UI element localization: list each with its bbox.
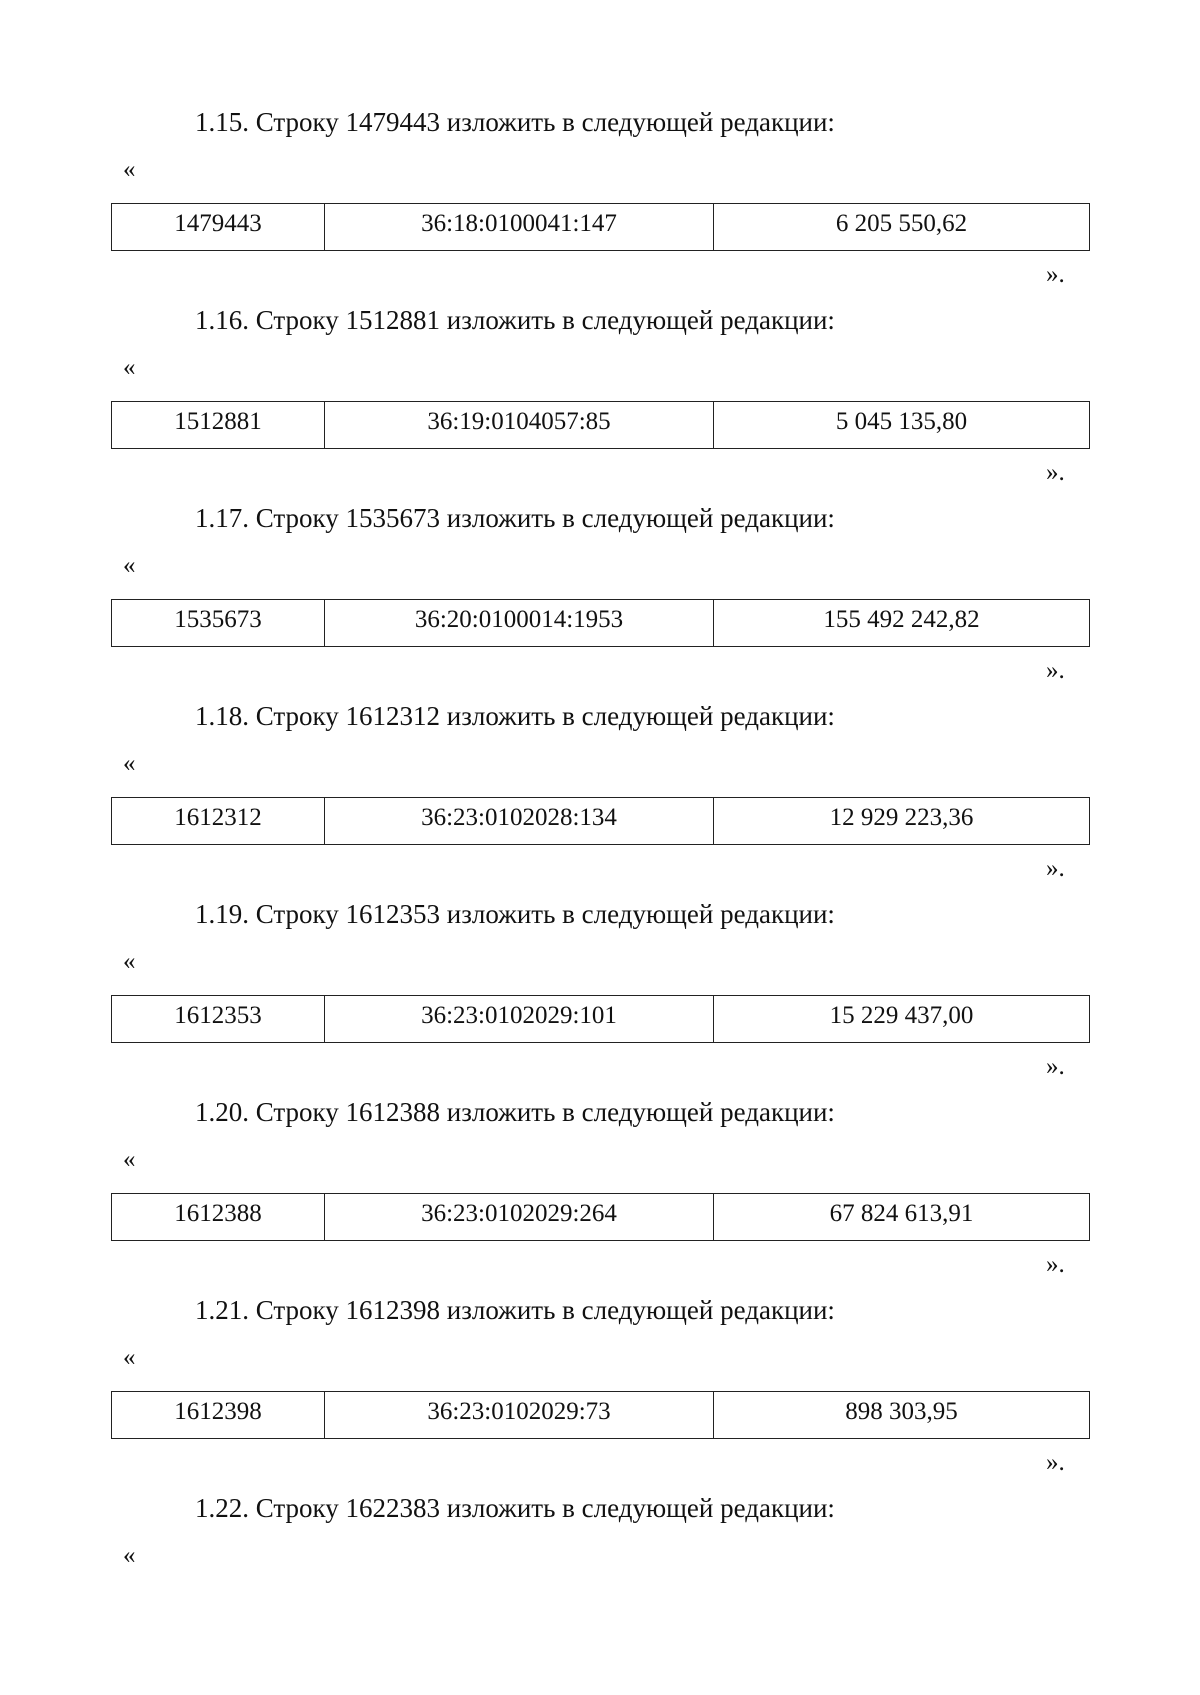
amendment-1-16: [0, 303, 1200, 501]
row-table: [111, 203, 1090, 251]
cadastral-number-cell: 36:23:0102029:101: [325, 996, 714, 1043]
amendment-heading: 1.20. Строку 1612388 изложить в следующей редакции:: [195, 1097, 835, 1127]
opening-quote: «: [123, 948, 136, 975]
amendment-1-22: [0, 1491, 1200, 1689]
closing-quote: ».: [1046, 657, 1065, 684]
row-number-cell: 1612388: [112, 1194, 325, 1241]
table-row: [112, 402, 1090, 449]
closing-quote: ».: [1046, 1053, 1065, 1080]
table-row: [112, 204, 1090, 251]
value-cell: 67 824 613,91: [714, 1194, 1090, 1241]
row-table: [111, 1391, 1090, 1439]
table-row: [112, 1392, 1090, 1439]
value-cell: 5 045 135,80: [714, 402, 1090, 449]
row-number-cell: 1512881: [112, 402, 325, 449]
row-number-cell: 1612353: [112, 996, 325, 1043]
row-table: [111, 995, 1090, 1043]
closing-quote: ».: [1046, 1251, 1065, 1278]
amendment-1-21: [0, 1293, 1200, 1491]
value-cell: 155 492 242,82: [714, 600, 1090, 647]
opening-quote: «: [123, 750, 136, 777]
row-number-cell: 1612398: [112, 1392, 325, 1439]
opening-quote: «: [123, 1344, 136, 1371]
opening-quote: «: [123, 156, 136, 183]
closing-quote: ».: [1046, 261, 1065, 288]
cadastral-number-cell: 36:18:0100041:147: [325, 204, 714, 251]
closing-quote: ».: [1046, 855, 1065, 882]
cadastral-number-cell: 36:23:0102028:134: [325, 798, 714, 845]
closing-quote: ».: [1046, 1449, 1065, 1476]
amendment-1-20: [0, 1095, 1200, 1293]
closing-quote: ».: [1046, 459, 1065, 486]
row-number-cell: 1535673: [112, 600, 325, 647]
amendment-heading: 1.21. Строку 1612398 изложить в следующей редакции:: [195, 1295, 835, 1325]
amendment-1-18: [0, 699, 1200, 897]
amendment-1-19: [0, 897, 1200, 1095]
row-table: [111, 599, 1090, 647]
row-table: [111, 401, 1090, 449]
table-row: [112, 1194, 1090, 1241]
amendment-1-17: [0, 501, 1200, 699]
row-table: [111, 797, 1090, 845]
table-row: [112, 798, 1090, 845]
opening-quote: «: [123, 1542, 136, 1569]
amendment-heading: 1.19. Строку 1612353 изложить в следующей редакции:: [195, 899, 835, 929]
row-number-cell: 1612312: [112, 798, 325, 845]
table-row: [112, 600, 1090, 647]
row-table: [111, 1193, 1090, 1241]
amendment-heading: 1.17. Строку 1535673 изложить в следующей редакции:: [195, 503, 835, 533]
cadastral-number-cell: 36:20:0100014:1953: [325, 600, 714, 647]
amendment-heading: 1.18. Строку 1612312 изложить в следующей редакции:: [195, 701, 835, 731]
opening-quote: «: [123, 354, 136, 381]
value-cell: 6 205 550,62: [714, 204, 1090, 251]
opening-quote: «: [123, 552, 136, 579]
cadastral-number-cell: 36:23:0102029:73: [325, 1392, 714, 1439]
value-cell: 12 929 223,36: [714, 798, 1090, 845]
value-cell: 15 229 437,00: [714, 996, 1090, 1043]
opening-quote: «: [123, 1146, 136, 1173]
row-number-cell: 1479443: [112, 204, 325, 251]
table-row: [112, 996, 1090, 1043]
cadastral-number-cell: 36:23:0102029:264: [325, 1194, 714, 1241]
cadastral-number-cell: 36:19:0104057:85: [325, 402, 714, 449]
value-cell: 898 303,95: [714, 1392, 1090, 1439]
amendment-1-15: [0, 105, 1200, 303]
amendment-heading: 1.16. Строку 1512881 изложить в следующей редакции:: [195, 305, 835, 335]
amendment-heading: 1.15. Строку 1479443 изложить в следующей редакции:: [195, 107, 835, 137]
amendment-heading: 1.22. Строку 1622383 изложить в следующей редакции:: [195, 1493, 835, 1523]
